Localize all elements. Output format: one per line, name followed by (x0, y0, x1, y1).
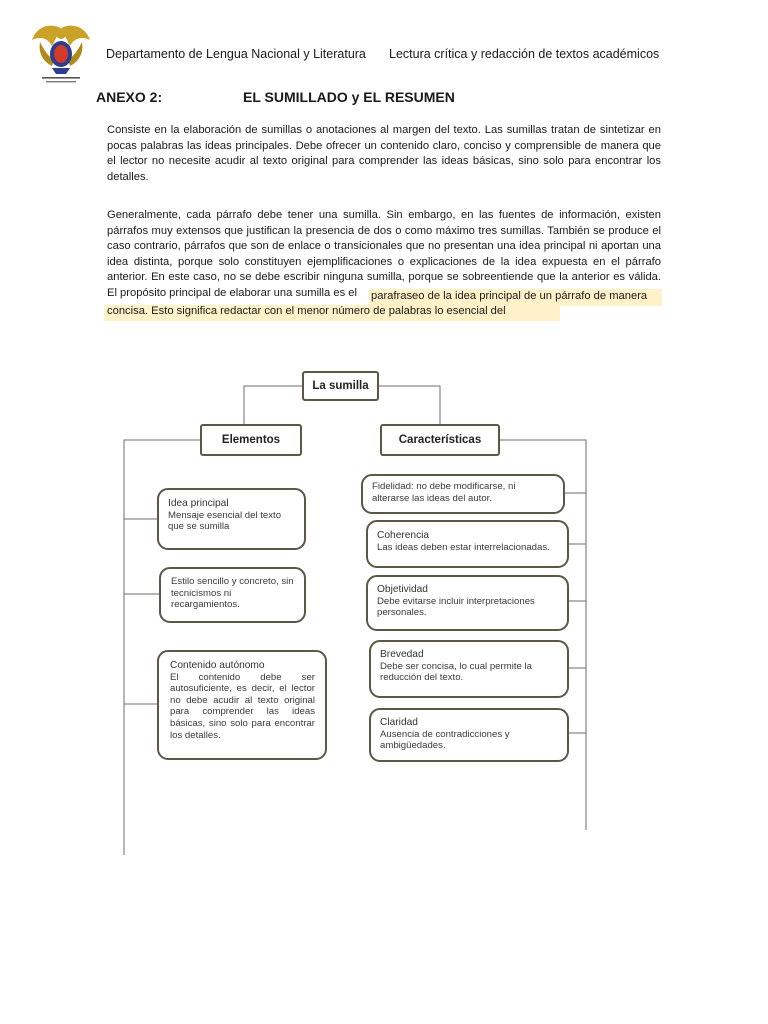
paragraph-2: Generalmente, cada párrafo debe tener una sumilla. Sin embargo, en las fuentes de información, existen párrafos muy extensos que justifican la presencia de dos o como máximo tres sumillas. También se produce el caso contrario, párrafos que son de enlace o transicionales que no presentan una idea principal ni aportan una idea distinta, porque solo constituyen ejemplificaciones o explicaciones de la idea expuesta en el párrafo anterior. En este caso, no se debe escribir ninguna sumilla, porque se sobreentiende que la anterior es válida. El propósito principal de elaborar una sumilla es el (107, 209, 661, 299)
element-text: Estilo sencillo y concreto, sin tecnicismos ni recargamientos. (171, 576, 294, 611)
characteristic-box-objetividad (366, 575, 569, 631)
characteristic-box-brevedad (369, 640, 569, 698)
element-title: Contenido autónomo (170, 660, 265, 671)
characteristic-text: Fidelidad: no debe modificarse, ni alterarse las ideas del autor. (372, 481, 516, 504)
characteristic-title: Objetividad (377, 584, 428, 595)
characteristic-title: Claridad (380, 717, 418, 728)
characteristics-branch-box (380, 424, 500, 456)
characteristic-text: Ausencia de contradicciones y ambigüedades. (380, 728, 510, 752)
highlighted-text-line-2: concisa. Esto significa redactar con el menor número de palabras lo esencial del (107, 305, 506, 317)
characteristic-text: Las ideas deben estar interrelacionadas. (377, 541, 550, 553)
elements-branch-label: Elementos (221, 434, 281, 446)
element-title: Idea principal (168, 498, 229, 509)
characteristics-branch-label: Características (398, 434, 482, 446)
characteristic-box-claridad (369, 708, 569, 762)
diagram-root-label: La sumilla (312, 380, 369, 392)
annex-label: ANEXO 2: (96, 89, 163, 105)
characteristic-box-coherencia (366, 520, 569, 568)
element-box-idea-principal (157, 488, 306, 550)
elements-branch-box (200, 424, 302, 456)
highlighted-text-line-1: parafraseo de la idea principal de un párrafo de manera (371, 290, 648, 302)
characteristic-box-fidelidad (361, 474, 565, 514)
characteristic-title: Brevedad (380, 649, 424, 660)
diagram-root-box (302, 371, 379, 401)
element-text: El contenido debe ser autosuficiente, es decir, el lector no debe acudir al texto original para comprender las ideas básicas, sino solo para encontrar los detalles. (170, 671, 315, 741)
element-text: Mensaje esencial del texto que se sumilla (168, 509, 282, 533)
characteristic-title: Coherencia (377, 530, 430, 541)
characteristic-text: Debe evitarse incluir interpretaciones personales. (377, 595, 535, 619)
characteristic-text: Debe ser concisa, lo cual permite la reducción del texto. (380, 660, 532, 684)
header-course: Lectura crítica y redacción de textos académicos (389, 47, 660, 61)
page-title: EL SUMILLADO y EL RESUMEN (243, 89, 455, 105)
header-department: Departamento de Lengua Nacional y Literatura (106, 47, 366, 61)
element-box-contenido-autonomo (157, 650, 327, 760)
paragraph-1: Consiste en la elaboración de sumillas o anotaciones al margen del texto. Las sumillas tratan de sintetizar en pocas palabras las ideas principales. Debe ofrecer un contenido claro, conciso y comprensible de manera que el lector no necesite acudir al texto original para comprender las ideas básicas, sino solo para encontrar los detalles. (107, 124, 661, 183)
element-box-estilo (159, 567, 306, 623)
